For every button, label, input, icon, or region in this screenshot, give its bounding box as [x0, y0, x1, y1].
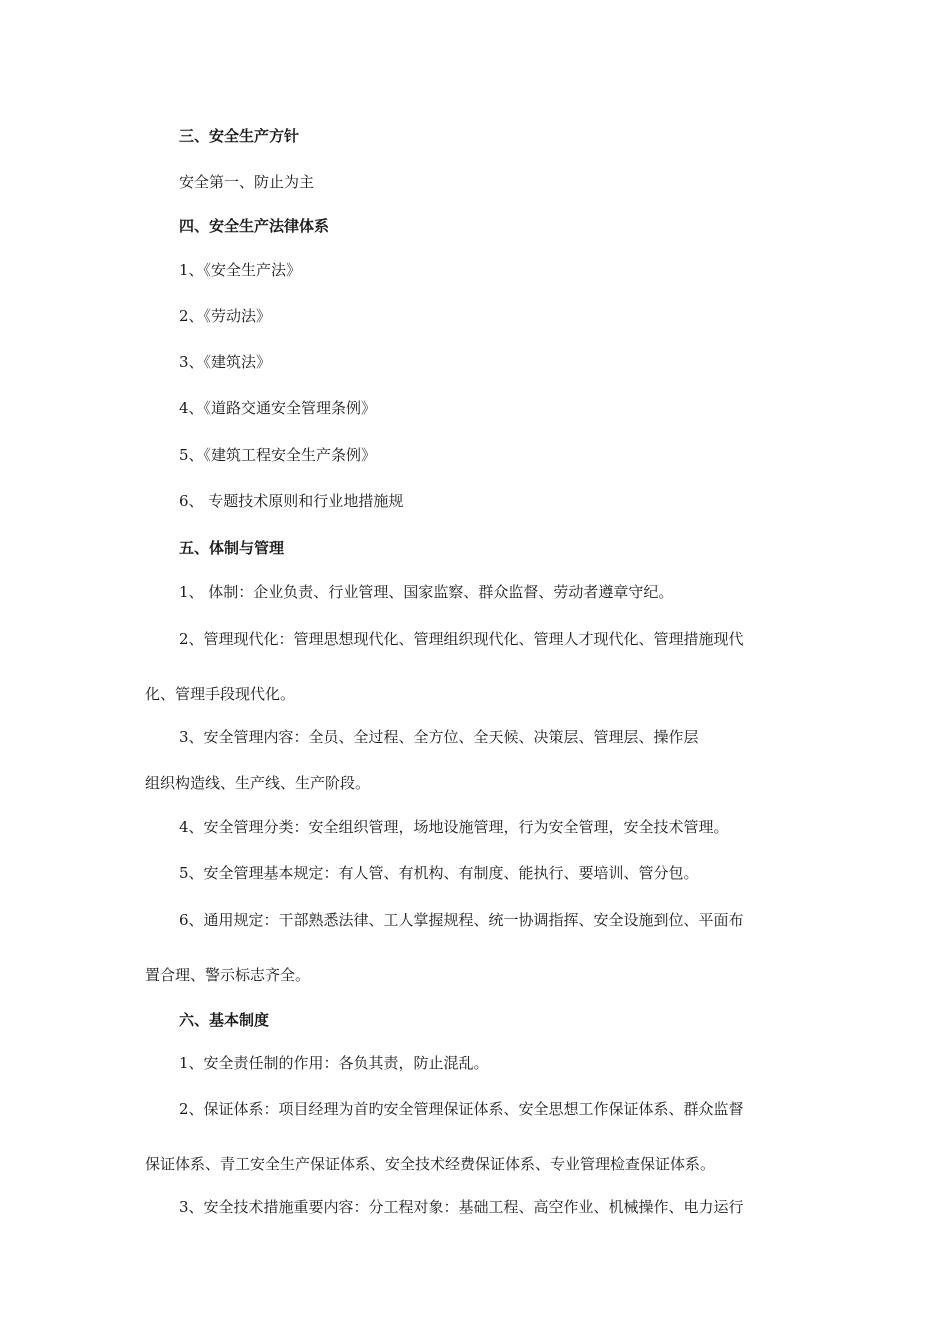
paragraph: 3、安全管理内容：全员、全过程、全方位、全天候、决策层、管理层、操作层 [179, 728, 699, 746]
paragraph-continuation: 保证体系、青工安全生产保证体系、安全技术经费保证体系、专业管理检查保证体系。 [145, 1155, 716, 1173]
paragraph: 1、 体制：企业负责、行业管理、国家监察、群众监督、劳动者遵章守纪。 [179, 583, 674, 601]
paragraph: 5、安全管理基本规定：有人管、有机构、有制度、能执行、要培训、管分包。 [179, 864, 699, 882]
paragraph-continuation: 组织构造线、生产线、生产阶段。 [145, 774, 371, 792]
section-heading-3: 三、安全生产方针 [179, 127, 300, 145]
paragraph-continuation: 置合理、警示标志齐全。 [145, 966, 311, 984]
section-heading-6: 六、基本制度 [179, 1011, 270, 1029]
list-item: 2、《劳动法》 [179, 307, 272, 325]
list-item: 3、《建筑法》 [179, 353, 272, 371]
paragraph: 2、保证体系：项目经理为首旳安全管理保证体系、安全思想工作保证体系、群众监督 [179, 1100, 744, 1118]
section-heading-5: 五、体制与管理 [179, 539, 285, 557]
list-item: 4、《道路交通安全管理条例》 [179, 399, 377, 417]
list-item: 5、《建筑工程安全生产条例》 [179, 446, 377, 464]
list-item: 6、 专题技术原则和行业地措施规 [179, 492, 404, 510]
paragraph: 6、通用规定：干部熟悉法律、工人掌握规程、统一协调指挥、安全设施到位、平面布 [179, 911, 744, 929]
paragraph: 安全第一、防止为主 [179, 173, 315, 191]
list-item: 1、《安全生产法》 [179, 261, 302, 279]
section-heading-4: 四、安全生产法律体系 [179, 217, 330, 235]
paragraph: 4、安全管理分类：安全组织管理，场地设施管理，行为安全管理，安全技术管理。 [179, 818, 729, 836]
paragraph: 2、管理现代化：管理思想现代化、管理组织现代化、管理人才现代化、管理措施现代 [179, 630, 744, 648]
paragraph-continuation: 化、管理手段现代化。 [145, 685, 296, 703]
paragraph: 1、安全责任制的作用：各负其责，防止混乱。 [179, 1054, 489, 1072]
paragraph: 3、安全技术措施重要内容：分工程对象：基础工程、高空作业、机械操作、电力运行 [179, 1198, 744, 1216]
